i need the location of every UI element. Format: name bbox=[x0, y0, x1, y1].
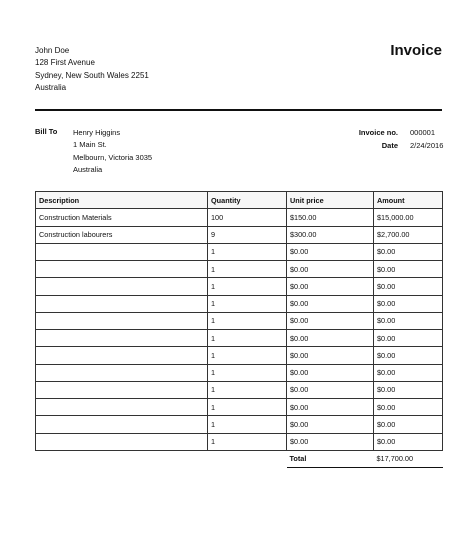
cell-amount: $0.00 bbox=[374, 381, 443, 398]
bill-to-city: Melbourn, Victoria 3035 bbox=[73, 152, 153, 162]
cell-description bbox=[36, 243, 208, 260]
cell-unit-price: $0.00 bbox=[287, 243, 374, 260]
cell-unit-price: $0.00 bbox=[287, 399, 374, 416]
cell-description bbox=[36, 295, 208, 312]
cell-quantity: 1 bbox=[208, 433, 287, 450]
cell-amount: $0.00 bbox=[374, 330, 443, 347]
date-label: Date bbox=[381, 140, 398, 150]
cell-unit-price: $300.00 bbox=[287, 226, 374, 243]
sender-address bbox=[35, 45, 149, 94]
cell-unit-price: $0.00 bbox=[287, 261, 374, 278]
cell-amount: $2,700.00 bbox=[374, 226, 443, 243]
invoice-meta-labels bbox=[359, 127, 398, 152]
table-header-row bbox=[36, 192, 443, 209]
cell-amount: $0.00 bbox=[374, 347, 443, 364]
total-value: $17,700.00 bbox=[374, 450, 443, 467]
cell-quantity: 1 bbox=[208, 278, 287, 295]
table-row bbox=[36, 209, 443, 226]
bill-to-address bbox=[73, 127, 152, 176]
cell-description bbox=[36, 278, 208, 295]
cell-quantity: 1 bbox=[208, 347, 287, 364]
table-row bbox=[36, 278, 443, 295]
cell-quantity: 9 bbox=[208, 226, 287, 243]
cell-unit-price: $150.00 bbox=[287, 209, 374, 226]
total-label: Total bbox=[287, 450, 374, 467]
table-row bbox=[36, 226, 443, 243]
cell-quantity: 1 bbox=[208, 399, 287, 416]
header-quantity: Quantity bbox=[208, 192, 287, 209]
cell-unit-price: $0.00 bbox=[287, 347, 374, 364]
bill-to-country: Australia bbox=[73, 164, 103, 174]
cell-amount: $0.00 bbox=[374, 261, 443, 278]
cell-description bbox=[36, 416, 208, 433]
cell-amount: $0.00 bbox=[374, 364, 443, 381]
cell-unit-price: $0.00 bbox=[287, 330, 374, 347]
table-row bbox=[36, 261, 443, 278]
bill-to-name: Henry Higgins bbox=[73, 128, 121, 137]
cell-unit-price: $0.00 bbox=[287, 416, 374, 433]
cell-quantity: 100 bbox=[208, 209, 287, 226]
cell-description bbox=[36, 364, 208, 381]
cell-description bbox=[36, 330, 208, 347]
line-items-table bbox=[35, 191, 443, 468]
table-row bbox=[36, 399, 443, 416]
cell-description bbox=[36, 433, 208, 450]
cell-description bbox=[36, 261, 208, 278]
total-row bbox=[36, 450, 443, 467]
table-row bbox=[36, 433, 443, 450]
invoice-meta-values bbox=[410, 127, 443, 152]
table-row bbox=[36, 416, 443, 433]
cell-quantity: 1 bbox=[208, 243, 287, 260]
invoice-no-value: 000001 bbox=[410, 128, 436, 137]
cell-description bbox=[36, 312, 208, 329]
cell-unit-price: $0.00 bbox=[287, 433, 374, 450]
table-row bbox=[36, 347, 443, 364]
cell-amount: $0.00 bbox=[374, 243, 443, 260]
invoice-no-label: Invoice no. bbox=[358, 128, 398, 137]
date-value: 2/24/2016 bbox=[410, 140, 444, 150]
sender-city: Sydney, New South Wales 2251 bbox=[35, 70, 149, 80]
cell-unit-price: $0.00 bbox=[287, 312, 374, 329]
header-description: Description bbox=[36, 192, 208, 209]
cell-amount: $0.00 bbox=[374, 433, 443, 450]
bill-to-label: Bill To bbox=[35, 127, 58, 136]
table-row bbox=[36, 312, 443, 329]
cell-description: Construction Materials bbox=[36, 209, 208, 226]
cell-unit-price: $0.00 bbox=[287, 295, 374, 312]
sender-street: 128 First Avenue bbox=[35, 58, 95, 68]
cell-amount: $15,000.00 bbox=[374, 209, 443, 226]
table-row bbox=[36, 381, 443, 398]
cell-amount: $0.00 bbox=[374, 278, 443, 295]
bill-to-street: 1 Main St. bbox=[73, 140, 107, 150]
header-unit-price: Unit price bbox=[287, 192, 374, 209]
cell-quantity: 1 bbox=[208, 330, 287, 347]
cell-quantity: 1 bbox=[208, 261, 287, 278]
cell-quantity: 1 bbox=[208, 295, 287, 312]
document-title: Invoice bbox=[390, 42, 442, 59]
cell-quantity: 1 bbox=[208, 364, 287, 381]
cell-amount: $0.00 bbox=[374, 399, 443, 416]
table-row bbox=[36, 243, 443, 260]
cell-unit-price: $0.00 bbox=[287, 364, 374, 381]
cell-quantity: 1 bbox=[208, 381, 287, 398]
sender-country: Australia bbox=[35, 82, 67, 92]
table-row bbox=[36, 295, 443, 312]
cell-description bbox=[36, 381, 208, 398]
header-divider bbox=[35, 109, 442, 111]
header-amount: Amount bbox=[374, 192, 443, 209]
sender-name: John Doe bbox=[35, 46, 70, 55]
cell-unit-price: $0.00 bbox=[287, 278, 374, 295]
cell-description bbox=[36, 347, 208, 364]
cell-amount: $0.00 bbox=[374, 312, 443, 329]
cell-description: Construction labourers bbox=[36, 226, 208, 243]
table-row bbox=[36, 330, 443, 347]
cell-quantity: 1 bbox=[208, 416, 287, 433]
cell-amount: $0.00 bbox=[374, 295, 443, 312]
cell-unit-price: $0.00 bbox=[287, 381, 374, 398]
cell-description bbox=[36, 399, 208, 416]
cell-amount: $0.00 bbox=[374, 416, 443, 433]
table-row bbox=[36, 364, 443, 381]
cell-quantity: 1 bbox=[208, 312, 287, 329]
